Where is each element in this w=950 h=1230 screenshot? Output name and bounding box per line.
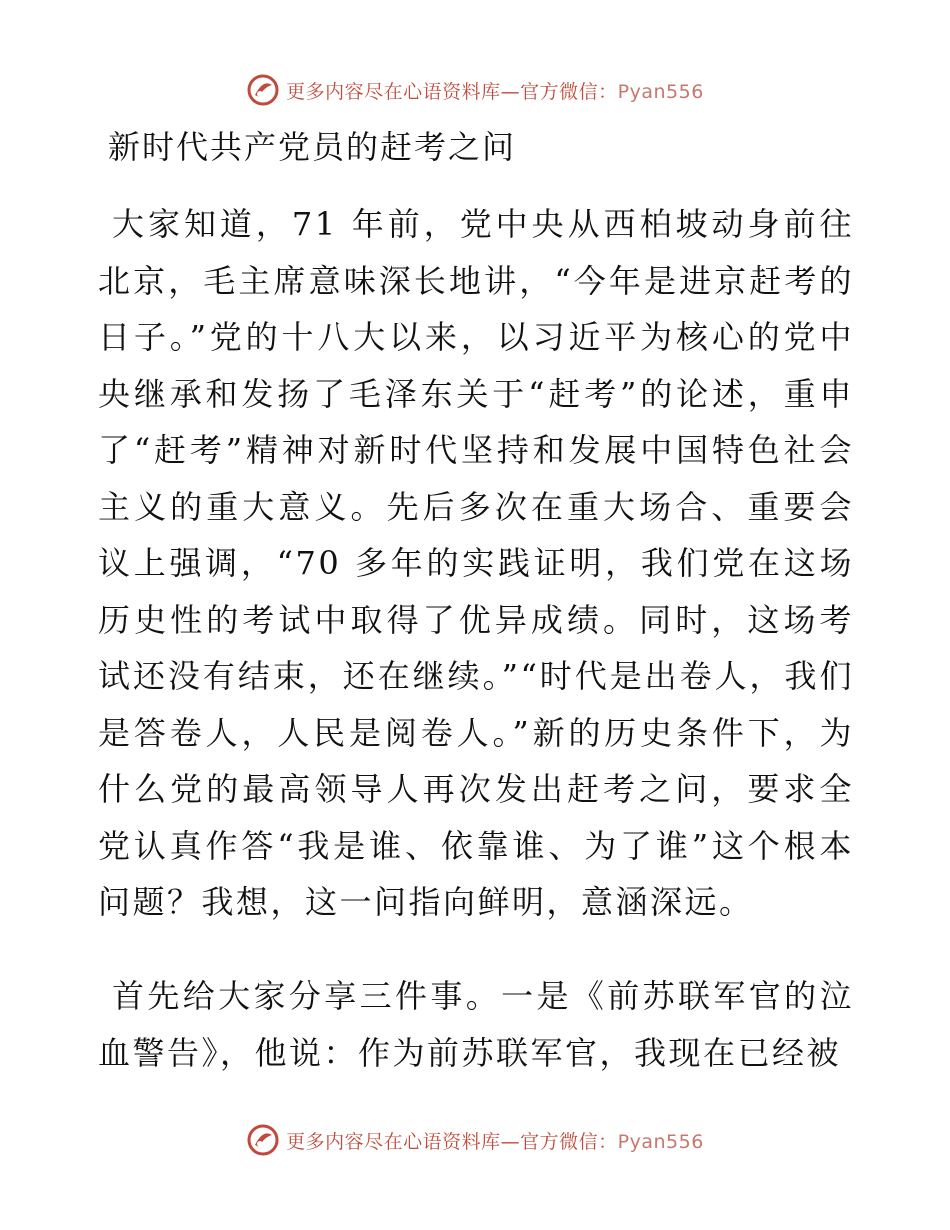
footer-watermark — [0, 1120, 950, 1160]
wechat-id: Pyan556 — [617, 1130, 704, 1153]
brand-logo-icon — [246, 1123, 280, 1157]
document-title: 新时代共产党员的赶考之问 — [108, 128, 517, 166]
watermark-text: 更多内容尽在心语资料库—官方微信：Pyan556 — [286, 1130, 704, 1153]
paragraph-2: 首先给大家分享三件事。一是《前苏联军官的泣血警告》，他说：作为前苏联军官，我现在已经被 — [98, 977, 854, 1072]
paragraph-1: 大家知道，71 年前，党中央从西柏坡动身前往北京，毛主席意味深长地讲，“今年是进京赶考的日子。”党的十八大以来，以习近平为核心的党中央继承和发扬了毛泽东关于“赶考”的论述，重申了“赶考”精神对新时代坚持和发展中国特色社会主义的重大意义。先后多次在重大场合、重要会议上强调，“70 多年的实践证明，我们党在这场历史性的考试中取得了优异成绩。同时，这场考试还没有结束，还在继续。”“时代是出卷人，我们是答卷人，人民是阅卷人。”新的历史条件下，为什么党的最高领导人再次发出赶考之问，要求全党认真作答“我是谁、依靠谁、为了谁”这个根本问题？我想，这一问指向鲜明，意涵深远。 — [98, 205, 854, 921]
header-watermark — [0, 70, 950, 110]
wechat-id: Pyan556 — [617, 80, 704, 103]
brand-logo-icon — [246, 73, 280, 107]
watermark-text: 更多内容尽在心语资料库—官方微信：Pyan556 — [286, 80, 704, 103]
